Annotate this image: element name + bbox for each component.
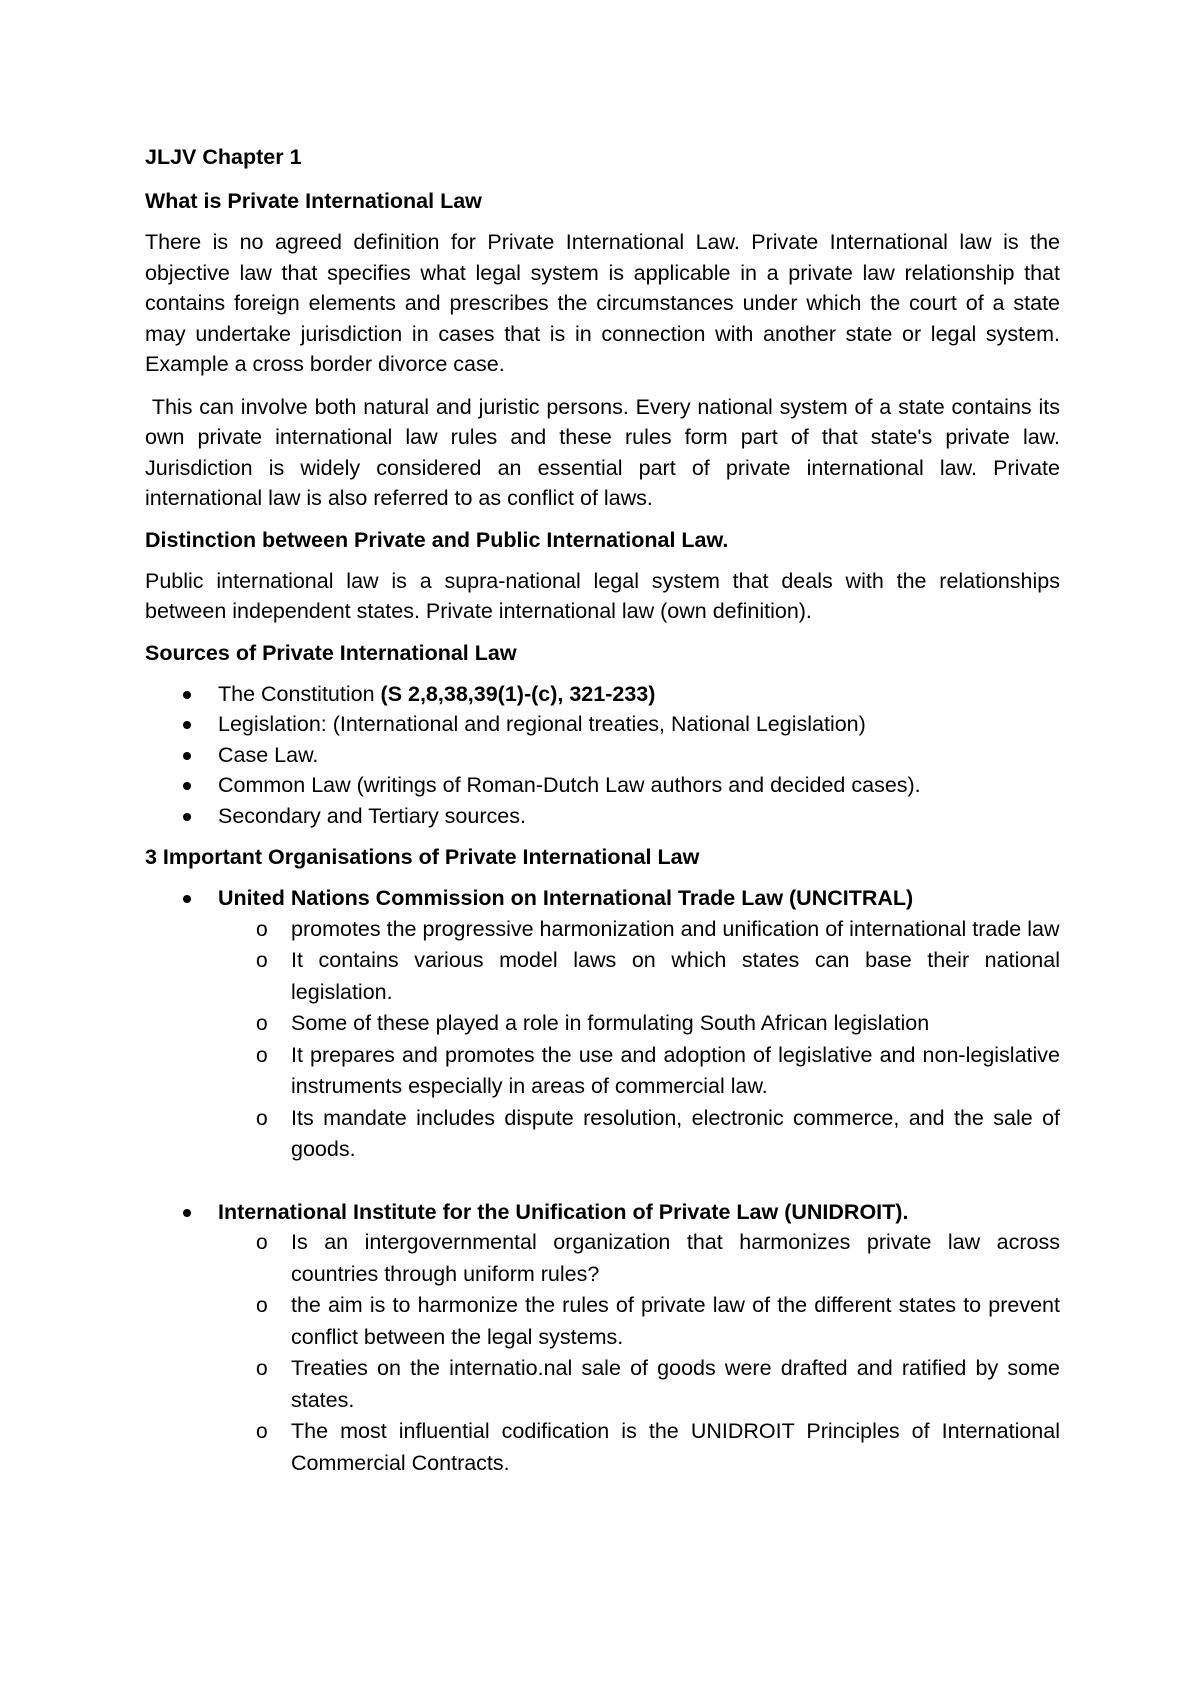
detail-text: the aim is to harmonize the rules of private law of the different states to prevent conflict between the legal systems. — [291, 1293, 1060, 1349]
circle-bullet-icon: o — [256, 1106, 268, 1130]
list-item — [145, 709, 1060, 740]
detail-text: It prepares and promotes the use and adoption of legislative and non-legislative instruments especially in areas of commercial law. — [291, 1042, 1060, 1098]
list-item — [145, 1353, 1060, 1416]
list-item — [145, 1008, 1060, 1040]
list-item — [145, 1227, 1060, 1290]
org-name: United Nations Commission on International Trade Law (UNCITRAL) — [218, 886, 914, 910]
bullet-icon — [183, 721, 191, 729]
detail-text: Its mandate includes dispute resolution, electronic commerce, and the sale of goods. — [291, 1105, 1060, 1161]
circle-bullet-icon: o — [256, 1012, 268, 1035]
list-item — [145, 801, 1060, 832]
paragraph-definition: There is no agreed definition for Private International Law. Private International law is the objective law that specifies what legal system is applicable in a private law relationship that contains foreign elements and prescribes the circumstances under which the court of a state may undertake jurisdiction in cases that is in connection with another state or legal system. Example a cross border divorce case. — [145, 230, 1060, 376]
list-item — [145, 770, 1060, 801]
circle-bullet-icon: o — [256, 1294, 268, 1317]
heading-what-is-pil: What is Private International Law — [145, 189, 482, 213]
bullet-icon — [183, 895, 191, 903]
circle-bullet-icon: o — [256, 917, 268, 941]
document-page — [145, 143, 1066, 1479]
detail-text: Is an intergovernmental organization that harmonizes private law across countries through uniform rules? — [291, 1230, 1060, 1286]
list-item — [145, 679, 1060, 710]
list-item — [145, 1416, 1060, 1479]
detail-text: promotes the progressive harmonization and unification of international trade law — [291, 916, 1060, 941]
paragraph-persons: This can involve both natural and juristic persons. Every national system of a state contains its own private international law rules and these rules form part of that state's private law. Jurisdiction is widely considered an essential part of private international law. Private international law is also referred to as conflict of laws. — [145, 394, 1066, 510]
organisations-list — [145, 883, 1060, 1479]
circle-bullet-icon: o — [256, 1231, 268, 1254]
source-text: Legislation: (International and regional treaties, National Legislation) — [218, 712, 866, 736]
circle-bullet-icon: o — [256, 1043, 268, 1067]
source-text: The Constitution — [218, 681, 381, 706]
detail-text: Some of these played a role in formulating South African legislation — [291, 1011, 930, 1035]
list-item — [145, 1103, 1060, 1166]
bullet-icon — [183, 782, 191, 790]
list-item — [145, 1040, 1060, 1103]
heading-organisations: 3 Important Organisations of Private International Law — [145, 845, 700, 869]
circle-bullet-icon: o — [256, 949, 268, 972]
detail-text: Treaties on the internatio.nal sale of goods were drafted and ratified by some states. — [291, 1356, 1060, 1412]
org-details-list — [218, 1227, 1060, 1479]
org-details-list — [218, 914, 1060, 1166]
list-item — [145, 740, 1060, 771]
bullet-icon — [183, 813, 191, 821]
bullet-icon — [183, 752, 191, 760]
circle-bullet-icon: o — [256, 1357, 268, 1380]
paragraph-public-law: Public international law is a supra-national legal system that deals with the relationships between independent states. Private international law (own definition). — [145, 568, 1060, 623]
org-unidroit — [145, 1197, 1060, 1480]
detail-text: It contains various model laws on which states can base their national legislation. — [291, 948, 1060, 1004]
circle-bullet-icon: o — [256, 1420, 268, 1443]
constitution-sections: (S 2,8,38,39(1)-(c), 321-233) — [380, 681, 656, 706]
org-name: International Institute for the Unification of Private Law (UNIDROIT). — [218, 1199, 909, 1224]
source-text: Case Law. — [218, 742, 319, 767]
bullet-icon — [183, 1209, 191, 1217]
list-item — [145, 1290, 1060, 1353]
sources-list — [145, 679, 1060, 832]
heading-sources: Sources of Private International Law — [145, 640, 517, 665]
list-item — [145, 945, 1060, 1008]
source-text: Common Law (writings of Roman-Dutch Law authors and decided cases). — [218, 773, 921, 797]
document-title: JLJV Chapter 1 — [145, 145, 302, 169]
bullet-icon — [183, 691, 191, 699]
source-text: Secondary and Tertiary sources. — [218, 803, 526, 828]
detail-text: The most influential codification is the UNIDROIT Principles of International Commercial Contracts. — [291, 1419, 1060, 1475]
org-uncitral — [145, 883, 1060, 1166]
heading-distinction: Distinction between Private and Public International Law. — [145, 527, 729, 552]
list-item — [145, 914, 1060, 946]
